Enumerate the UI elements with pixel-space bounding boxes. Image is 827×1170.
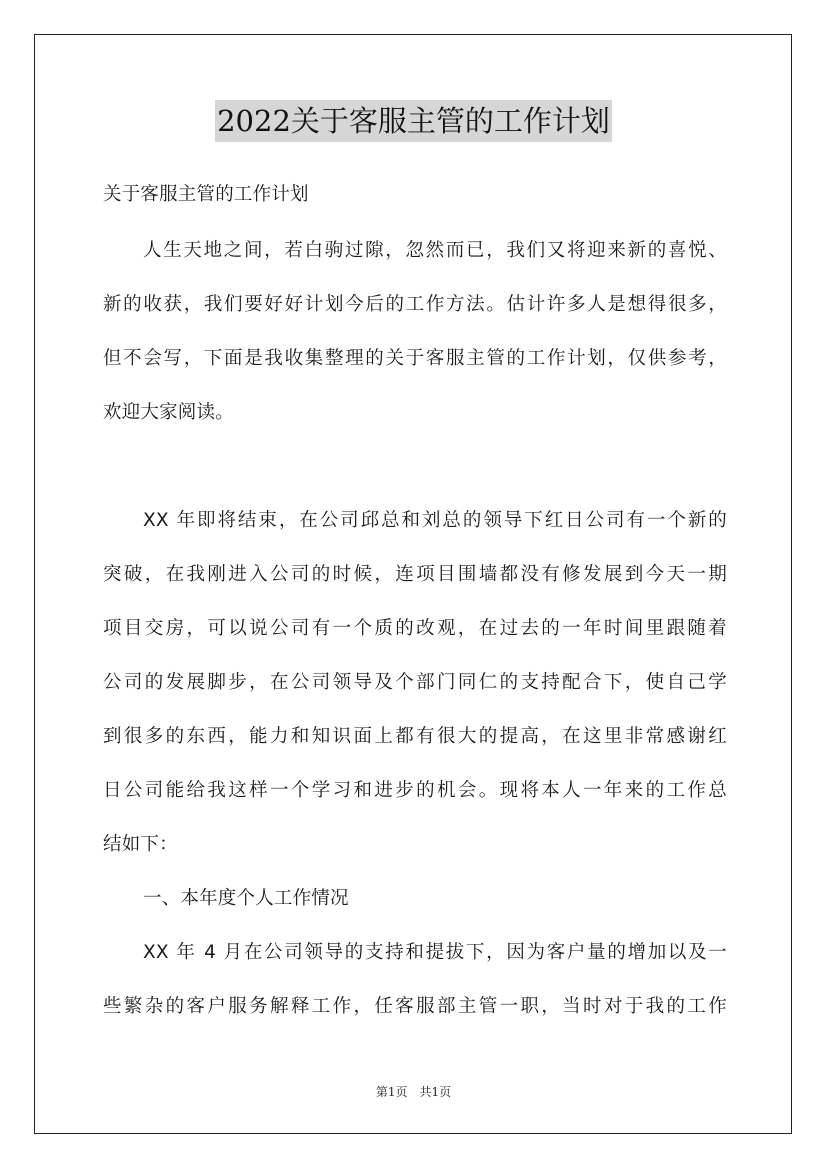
paragraph-line: 欢迎大家阅读。 (103, 402, 234, 423)
document-subtitle: 关于客服主管的工作计划 (103, 184, 309, 205)
paragraph-line: 些繁杂的客户服务解释工作，任客服部主管一职，当时对于我的工作 (103, 996, 727, 1017)
paragraph-line: 人生天地之间，若白驹过隙，忽然而已，我们又将迎来新的喜悦、 (143, 240, 727, 261)
paragraph-line: XX 年 4 月在公司领导的支持和提拔下，因为客户量的增加以及一 (143, 942, 727, 963)
paragraph-line: 新的收获，我们要好好计划今后的工作方法。估计许多人是想得很多， (103, 294, 727, 315)
paragraph-line: 结如下： (103, 834, 178, 855)
page-number-footer: 第1页 共1页 (375, 1085, 452, 1099)
section-heading: 一、本年度个人工作情况 (143, 888, 349, 909)
paragraph-line: 到很多的东西，能力和知识面上都有很大的提高，在这里非常感谢红 (103, 726, 727, 747)
paragraph-line: 但不会写，下面是我收集整理的关于客服主管的工作计划，仅供参考， (103, 348, 727, 369)
paragraph-line: 日公司能给我这样一个学习和进步的机会。现将本人一年来的工作总 (103, 780, 727, 801)
paragraph-line: 项目交房，可以说公司有一个质的改观，在过去的一年时间里跟随着 (103, 618, 727, 639)
title-container (0, 100, 827, 142)
paragraph-line: 突破，在我刚进入公司的时候，连项目围墙都没有修发展到今天一期 (103, 564, 727, 585)
paragraph-line: XX 年即将结束，在公司邱总和刘总的领导下红日公司有一个新的 (143, 510, 727, 531)
paragraph-line: 公司的发展脚步，在公司领导及个部门同仁的支持配合下，使自己学 (103, 672, 727, 693)
document-title: 2022关于客服主管的工作计划 (215, 100, 612, 142)
